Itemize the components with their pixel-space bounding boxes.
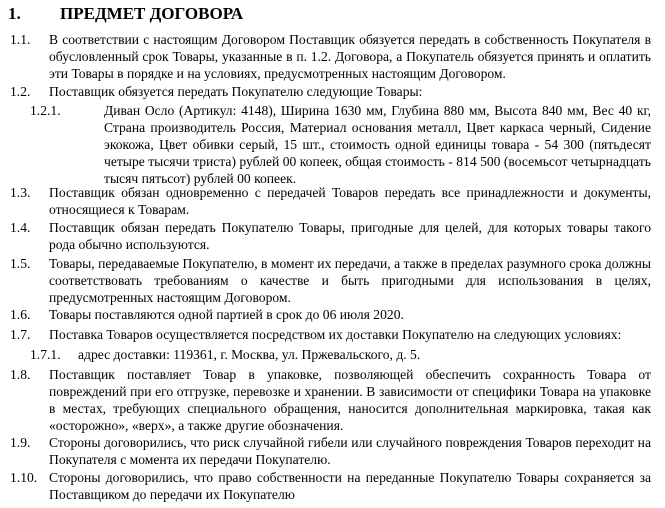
- clause-number: 1.6.: [10, 307, 31, 322]
- clause-text: Поставщик обязуется передать Покупателю следующие Товары:: [49, 84, 423, 99]
- clause-number: 1.3.: [10, 185, 31, 200]
- clause-number: 1.9.: [10, 435, 31, 450]
- clause-number: 1.7.: [10, 327, 31, 342]
- clause-text: Товары, передаваемые Покупателю, в момент их передачи, а также в пределах разумного срока должны соответствовать требованиям о качестве и быть пригодными для использования в целях, предусмотренных настоящим Договором.: [49, 256, 651, 305]
- clause-number: 1.7.1.: [30, 347, 61, 362]
- clause-text: В соответствии с настоящим Договором Поставщик обязуется передать в собственность Покупателя в обусловленный срок Товары, указанные в п. 1.2. Договора, а Покупатель обязуется принять и оплатить эти Товары в порядке и на условиях, предусмотренных настоящим Договором.: [49, 32, 651, 81]
- section-title: ПРЕДМЕТ ДОГОВОРА: [60, 4, 244, 23]
- clause-text: Стороны договорились, что право собственности на переданные Покупателю Товары сохраняется за Поставщиком до передачи их Покупателю: [49, 470, 651, 502]
- clause-number: 1.4.: [10, 220, 31, 235]
- clause-text: Поставщик обязан одновременно с передачей Товаров передать все принадлежности и документы, относящиеся к Товарам.: [49, 185, 651, 217]
- clause-number: 1.10.: [10, 470, 38, 485]
- clause-text: Диван Осло (Артикул: 4148), Ширина 1630 мм, Глубина 880 мм, Высота 840 мм, Вес 40 кг, Страна производитель Россия, Материал основания металл, Цвет каркаса черный, Сидение экокожа, Цвет обивки серый, 15 шт., стоимость одной единицы товара - 54 300 (пятьдесят четыре тысячи триста) рублей 00 копеек, общая стоимость - 814 500 (восемьсот четырнадцать тысяч пятьсот) рублей 00 копеек.: [104, 103, 651, 186]
- clause-number: 1.2.: [10, 84, 31, 99]
- clause-text: Поставка Товаров осуществляется посредством их доставки Покупателю на следующих условиях:: [49, 327, 622, 342]
- section-heading: [8, 3, 243, 25]
- clause-number: 1.5.: [10, 256, 31, 271]
- clause-text: Товары поставляются одной партией в срок до 06 июля 2020.: [49, 307, 404, 322]
- clause-number: 1.2.1.: [30, 103, 61, 118]
- clause-text: Стороны договорились, что риск случайной гибели или случайного повреждения Товаров переходит на Покупателя с момента их передачи Покупателю.: [49, 435, 651, 467]
- clause-text: Поставщик обязан передать Покупателю Товары, пригодные для целей, для которых товары такого рода обычно используются.: [49, 220, 651, 252]
- section-number: 1.: [8, 4, 21, 23]
- clause-number: 1.1.: [10, 32, 31, 47]
- clause-text: адрес доставки: 119361, г. Москва, ул. Пржевальского, д. 5.: [78, 347, 421, 362]
- clause-number: 1.8.: [10, 367, 31, 382]
- clause-text: Поставщик поставляет Товар в упаковке, позволяющей обеспечить сохранность Товара от повреждений при его отгрузке, перевозке и хранении. В зависимости от специфики Товара на упаковке в местах, требующих специального обращения, наносится дополнительная маркировка, такая как «осторожно», «верх», а также другие обозначения.: [49, 367, 651, 433]
